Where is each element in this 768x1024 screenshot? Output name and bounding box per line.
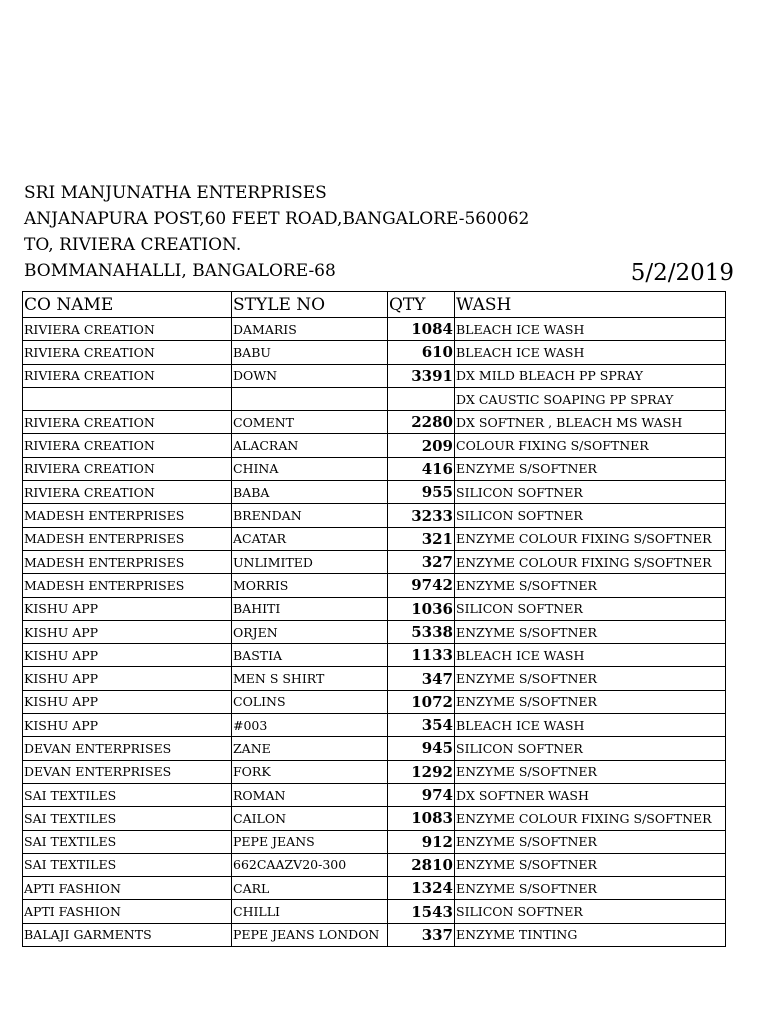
- cell-co-name: SAI TEXTILES: [23, 853, 232, 876]
- cell-co-name: RIVIERA CREATION: [23, 434, 232, 457]
- cell-co-name: MADESH ENTERPRISES: [23, 550, 232, 573]
- cell-style-no: COMENT: [232, 411, 388, 434]
- table-row: [23, 923, 726, 946]
- table-row: [23, 667, 726, 690]
- cell-co-name: KISHU APP: [23, 667, 232, 690]
- cell-qty: 416: [388, 457, 455, 480]
- cell-wash: ENZYME S/SOFTNER: [455, 457, 726, 480]
- column-header-wash: WASH: [455, 292, 726, 318]
- cell-wash: ENZYME TINTING: [455, 923, 726, 946]
- cell-style-no: ZANE: [232, 737, 388, 760]
- cell-qty: 1292: [388, 760, 455, 783]
- table-row: [23, 318, 726, 341]
- cell-co-name: RIVIERA CREATION: [23, 318, 232, 341]
- cell-style-no: ORJEN: [232, 620, 388, 643]
- table-row: [23, 830, 726, 853]
- cell-co-name: RIVIERA CREATION: [23, 364, 232, 387]
- cell-wash: SILICON SOFTNER: [455, 597, 726, 620]
- table-row: [23, 597, 726, 620]
- cell-style-no: DAMARIS: [232, 318, 388, 341]
- cell-wash: ENZYME COLOUR FIXING S/SOFTNER: [455, 527, 726, 550]
- cell-qty: 327: [388, 550, 455, 573]
- cell-qty: [388, 387, 455, 410]
- table-row: [23, 364, 726, 387]
- cell-qty: 3391: [388, 364, 455, 387]
- cell-wash: SILICON SOFTNER: [455, 900, 726, 923]
- cell-style-no: MORRIS: [232, 574, 388, 597]
- cell-wash: SILICON SOFTNER: [455, 481, 726, 504]
- cell-co-name: MADESH ENTERPRISES: [23, 504, 232, 527]
- cell-qty: 1083: [388, 807, 455, 830]
- cell-qty: 610: [388, 341, 455, 364]
- cell-wash: DX CAUSTIC SOAPING PP SPRAY: [455, 387, 726, 410]
- cell-qty: 2280: [388, 411, 455, 434]
- cell-co-name: DEVAN ENTERPRISES: [23, 760, 232, 783]
- cell-style-no: MEN S SHIRT: [232, 667, 388, 690]
- column-header-co-name: CO NAME: [23, 292, 232, 318]
- cell-wash: ENZYME COLOUR FIXING S/SOFTNER: [455, 550, 726, 573]
- delivery-table: [22, 291, 726, 947]
- table-row: [23, 900, 726, 923]
- cell-co-name: APTI FASHION: [23, 877, 232, 900]
- table-row: [23, 411, 726, 434]
- cell-style-no: CARL: [232, 877, 388, 900]
- cell-qty: 1324: [388, 877, 455, 900]
- table-row: [23, 574, 726, 597]
- cell-co-name: KISHU APP: [23, 597, 232, 620]
- cell-style-no: UNLIMITED: [232, 550, 388, 573]
- table-row: [23, 714, 726, 737]
- cell-wash: BLEACH ICE WASH: [455, 644, 726, 667]
- cell-co-name: MADESH ENTERPRISES: [23, 527, 232, 550]
- cell-style-no: BRENDAN: [232, 504, 388, 527]
- table-row: [23, 877, 726, 900]
- cell-style-no: CHINA: [232, 457, 388, 480]
- column-header-qty: QTY: [388, 292, 455, 318]
- cell-wash: ENZYME COLOUR FIXING S/SOFTNER: [455, 807, 726, 830]
- cell-style-no: CHILLI: [232, 900, 388, 923]
- cell-qty: 1072: [388, 690, 455, 713]
- document-date: 5/2/2019: [630, 260, 734, 286]
- document-header: [24, 180, 734, 284]
- table-row: [23, 644, 726, 667]
- table-row: [23, 737, 726, 760]
- cell-qty: 974: [388, 783, 455, 806]
- cell-qty: 354: [388, 714, 455, 737]
- company-name: SRI MANJUNATHA ENTERPRISES: [24, 183, 327, 203]
- cell-qty: 945: [388, 737, 455, 760]
- table-row: [23, 690, 726, 713]
- cell-qty: 955: [388, 481, 455, 504]
- cell-style-no: 662CAAZV20-300: [232, 853, 388, 876]
- table-row: [23, 783, 726, 806]
- cell-qty: 209: [388, 434, 455, 457]
- cell-wash: ENZYME S/SOFTNER: [455, 574, 726, 597]
- cell-wash: ENZYME S/SOFTNER: [455, 667, 726, 690]
- cell-co-name: KISHU APP: [23, 690, 232, 713]
- cell-wash: BLEACH ICE WASH: [455, 341, 726, 364]
- table-row: [23, 853, 726, 876]
- cell-style-no: DOWN: [232, 364, 388, 387]
- table-row: [23, 527, 726, 550]
- table-row: [23, 504, 726, 527]
- cell-qty: 1036: [388, 597, 455, 620]
- cell-style-no: COLINS: [232, 690, 388, 713]
- table-body: [23, 318, 726, 947]
- cell-wash: ENZYME S/SOFTNER: [455, 620, 726, 643]
- cell-style-no: PEPE JEANS LONDON: [232, 923, 388, 946]
- cell-qty: 9742: [388, 574, 455, 597]
- cell-co-name: SAI TEXTILES: [23, 807, 232, 830]
- cell-co-name: SAI TEXTILES: [23, 830, 232, 853]
- cell-wash: BLEACH ICE WASH: [455, 318, 726, 341]
- table-row: [23, 760, 726, 783]
- table-row: [23, 387, 726, 410]
- cell-co-name: APTI FASHION: [23, 900, 232, 923]
- table-row: [23, 434, 726, 457]
- recipient-address: BOMMANAHALLI, BANGALORE-68: [24, 261, 336, 281]
- cell-qty: 337: [388, 923, 455, 946]
- cell-style-no: #003: [232, 714, 388, 737]
- cell-co-name: RIVIERA CREATION: [23, 411, 232, 434]
- cell-co-name: RIVIERA CREATION: [23, 481, 232, 504]
- cell-wash: ENZYME S/SOFTNER: [455, 877, 726, 900]
- cell-co-name: RIVIERA CREATION: [23, 457, 232, 480]
- cell-co-name: KISHU APP: [23, 644, 232, 667]
- cell-style-no: ROMAN: [232, 783, 388, 806]
- table-row: [23, 550, 726, 573]
- cell-qty: 321: [388, 527, 455, 550]
- cell-qty: 1084: [388, 318, 455, 341]
- cell-qty: 3233: [388, 504, 455, 527]
- cell-wash: DX MILD BLEACH PP SPRAY: [455, 364, 726, 387]
- cell-co-name: BALAJI GARMENTS: [23, 923, 232, 946]
- cell-qty: 2810: [388, 853, 455, 876]
- cell-co-name: KISHU APP: [23, 714, 232, 737]
- cell-wash: DX SOFTNER , BLEACH MS WASH: [455, 411, 726, 434]
- cell-co-name: [23, 387, 232, 410]
- cell-style-no: CAILON: [232, 807, 388, 830]
- cell-wash: ENZYME S/SOFTNER: [455, 853, 726, 876]
- cell-style-no: BASTIA: [232, 644, 388, 667]
- table-row: [23, 807, 726, 830]
- cell-style-no: FORK: [232, 760, 388, 783]
- cell-wash: SILICON SOFTNER: [455, 737, 726, 760]
- table-row: [23, 620, 726, 643]
- cell-qty: 1133: [388, 644, 455, 667]
- cell-co-name: SAI TEXTILES: [23, 783, 232, 806]
- cell-co-name: KISHU APP: [23, 620, 232, 643]
- cell-style-no: PEPE JEANS: [232, 830, 388, 853]
- cell-qty: 5338: [388, 620, 455, 643]
- cell-wash: BLEACH ICE WASH: [455, 714, 726, 737]
- cell-co-name: MADESH ENTERPRISES: [23, 574, 232, 597]
- cell-wash: COLOUR FIXING S/SOFTNER: [455, 434, 726, 457]
- cell-style-no: BAHITI: [232, 597, 388, 620]
- cell-qty: 912: [388, 830, 455, 853]
- cell-wash: ENZYME S/SOFTNER: [455, 690, 726, 713]
- cell-style-no: ACATAR: [232, 527, 388, 550]
- cell-co-name: DEVAN ENTERPRISES: [23, 737, 232, 760]
- table-header-row: [23, 292, 726, 318]
- cell-style-no: BABA: [232, 481, 388, 504]
- table-row: [23, 341, 726, 364]
- company-address: ANJANAPURA POST,60 FEET ROAD,BANGALORE-560062: [24, 209, 530, 229]
- recipient-name: TO, RIVIERA CREATION.: [24, 235, 242, 255]
- table-row: [23, 481, 726, 504]
- column-header-style-no: STYLE NO: [232, 292, 388, 318]
- cell-co-name: RIVIERA CREATION: [23, 341, 232, 364]
- cell-wash: SILICON SOFTNER: [455, 504, 726, 527]
- cell-style-no: ALACRAN: [232, 434, 388, 457]
- cell-wash: DX SOFTNER WASH: [455, 783, 726, 806]
- cell-wash: ENZYME S/SOFTNER: [455, 760, 726, 783]
- cell-qty: 347: [388, 667, 455, 690]
- table-row: [23, 457, 726, 480]
- cell-style-no: BABU: [232, 341, 388, 364]
- cell-qty: 1543: [388, 900, 455, 923]
- cell-style-no: [232, 387, 388, 410]
- cell-wash: ENZYME S/SOFTNER: [455, 830, 726, 853]
